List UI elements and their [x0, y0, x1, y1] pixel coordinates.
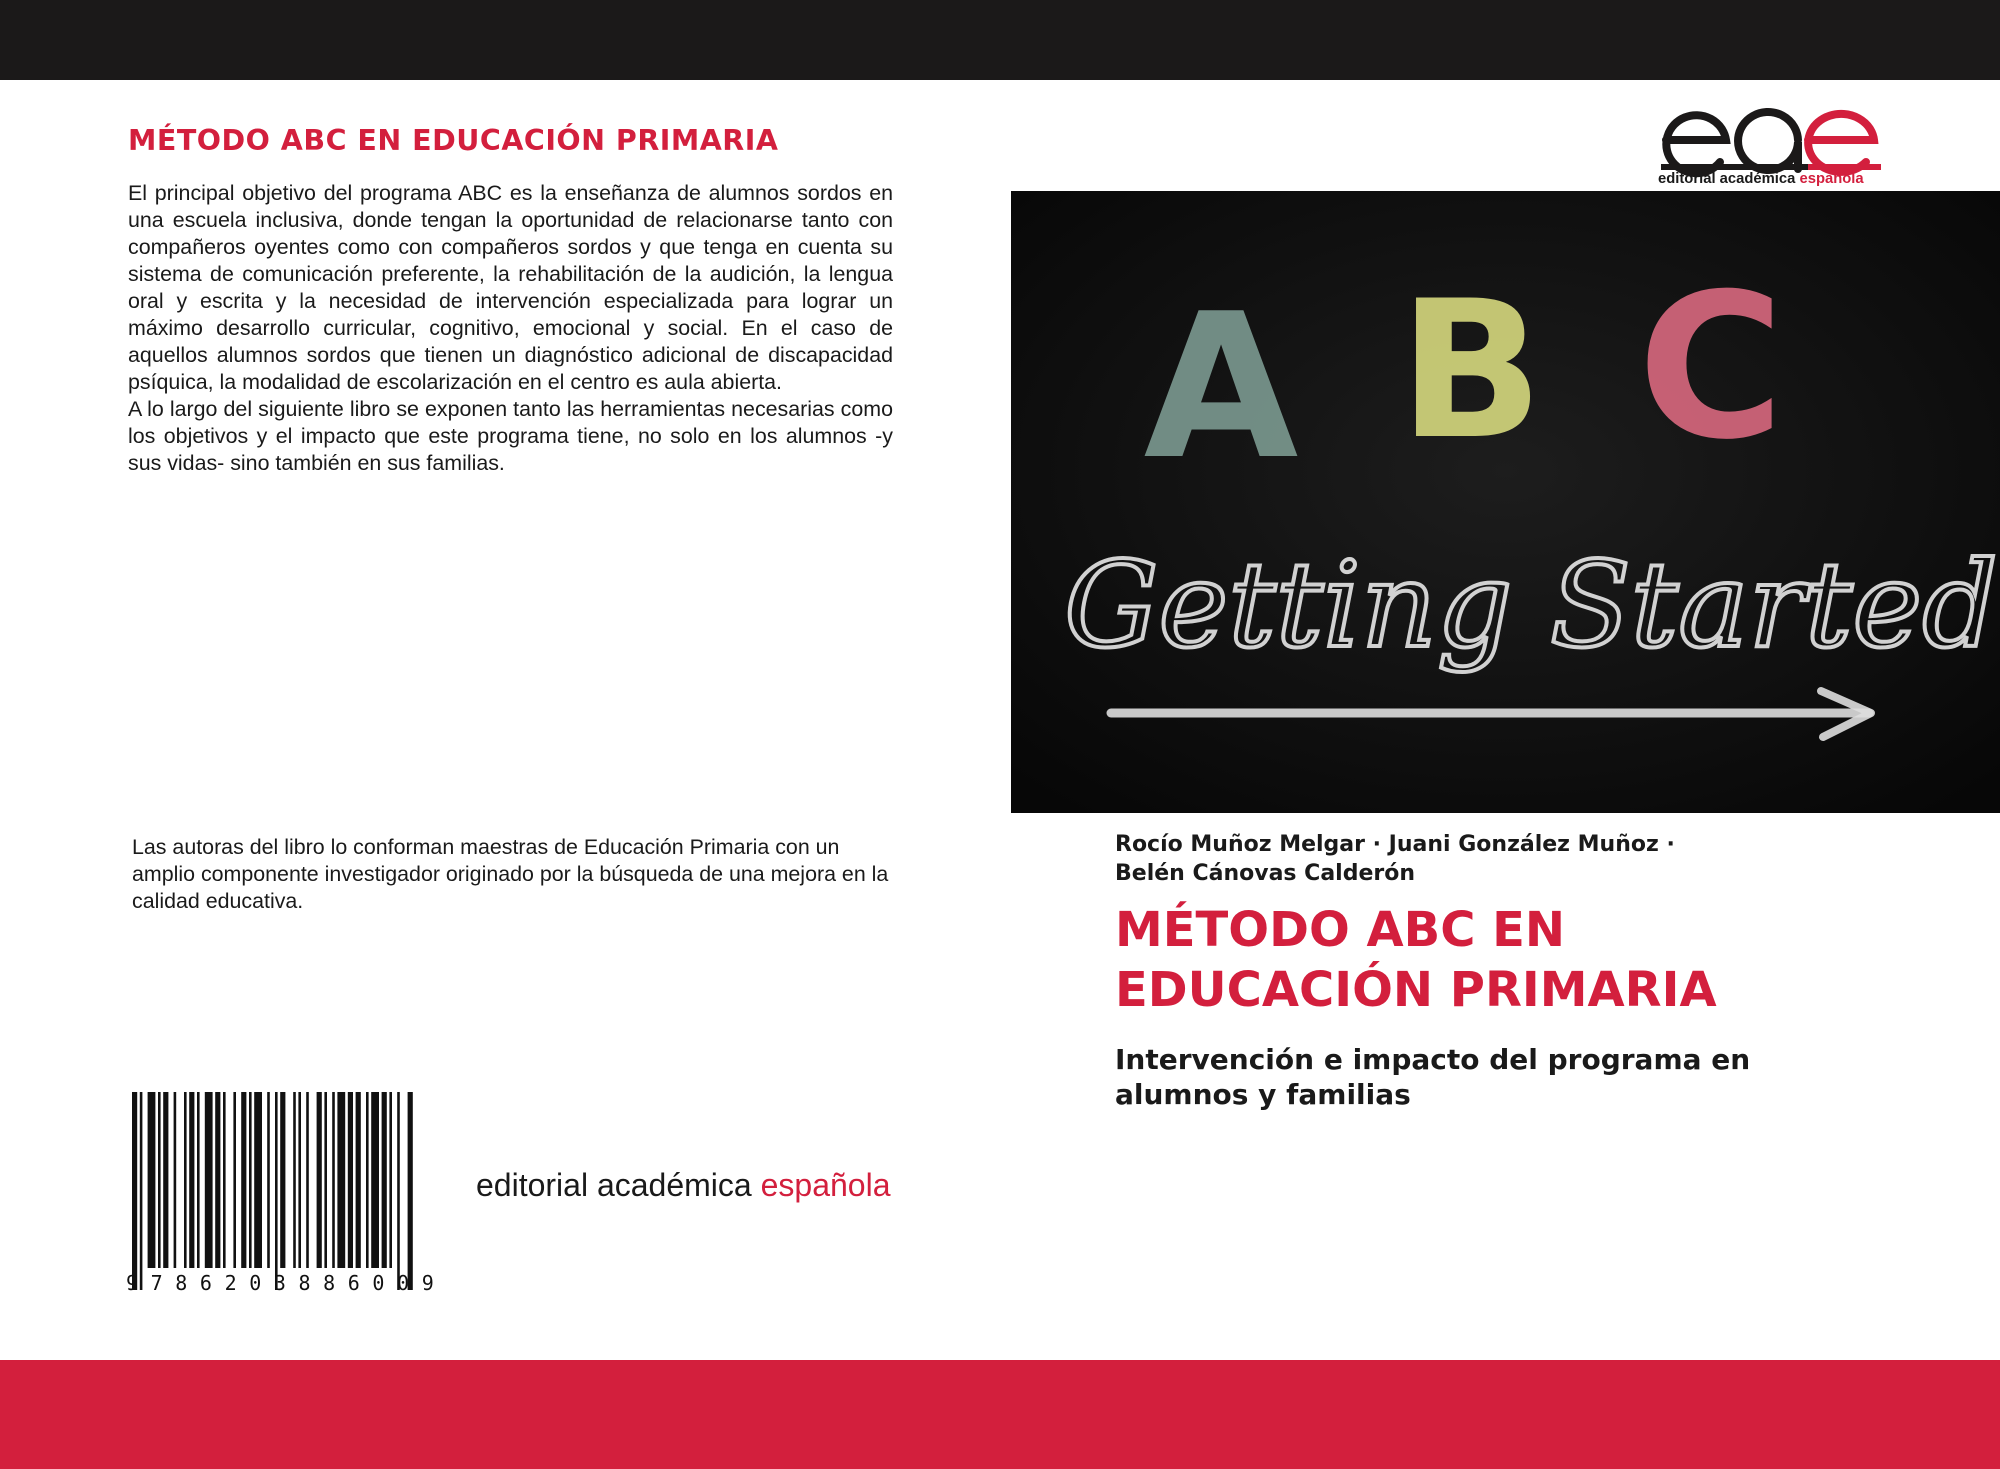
barcode-bar	[205, 1092, 213, 1268]
chalk-getting-started: Getting Started	[1064, 536, 1998, 674]
barcode-bar	[223, 1092, 226, 1268]
blurb-paragraph-1: El principal objetivo del programa ABC es la enseñanza de alumnos sordos en una escuela inclusiva, donde tengan la oportunidad de relacionarse tanto con compañeros oyentes como con compañeros sordos y que tenga en cuenta su sistema de comunicación preferente, la rehabilitación de la audición, la lengua oral y escrita y la necesidad de intervención especializada para lograr un máximo desarrollo curricular, cognitivo, emocional y social. En el caso de aquellos alumnos sordos que tienen un diagnóstico adicional de discapacidad psíquica, la modalidad de escolarización en el centro es aula abierta.	[128, 181, 893, 394]
cover-title-line-2: EDUCACIÓN PRIMARIA	[1115, 962, 1717, 1018]
logo-caption-part-2: española	[1799, 171, 1864, 187]
barcode-bar	[389, 1092, 392, 1268]
barcode-bar	[132, 1092, 137, 1290]
cover-chalkboard-image	[1011, 191, 2000, 813]
back-cover-title: MÉTODO ABC EN EDUCACIÓN PRIMARIA	[128, 124, 779, 157]
barcode-bar	[371, 1092, 379, 1268]
cover-subtitle	[1115, 1042, 1975, 1112]
barcode-bar	[332, 1092, 335, 1268]
barcode-bar	[148, 1092, 156, 1268]
barcode-bar	[275, 1092, 278, 1290]
barcode-bar	[163, 1092, 168, 1268]
barcode-bar	[140, 1092, 143, 1290]
barcode-bar	[306, 1092, 309, 1268]
publisher-name-part-1: editorial académica	[476, 1167, 752, 1203]
back-cover-blurb	[128, 180, 893, 477]
barcode-bar	[254, 1092, 262, 1268]
barcode-publisher-name	[476, 1167, 890, 1204]
barcode-bar	[241, 1092, 246, 1268]
barcode-bar	[280, 1092, 285, 1268]
top-band	[0, 0, 2000, 80]
barcode-bar	[267, 1092, 270, 1268]
barcode-bar	[298, 1092, 301, 1268]
chalk-letter-b: B	[1398, 260, 1544, 481]
chalk-letter-c: C	[1637, 251, 1785, 484]
isbn-number: 9786203886009	[126, 1271, 447, 1295]
cover-title	[1115, 900, 1975, 1020]
authors-line-1: Rocío Muñoz Melgar · Juani González Muñoz ·	[1115, 832, 1675, 857]
barcode-bar	[184, 1092, 187, 1268]
cover-title-line-1: MÉTODO ABC EN	[1115, 902, 1566, 958]
logo-caption	[1658, 171, 1864, 187]
barcode-bar	[189, 1092, 194, 1268]
cover-subtitle-line-2: alumnos y familias	[1115, 1078, 1411, 1111]
barcode-bar	[233, 1092, 236, 1268]
barcode-bar	[249, 1092, 252, 1268]
bottom-band	[0, 1360, 2000, 1469]
barcode-bar	[324, 1092, 327, 1268]
barcode-bar	[158, 1092, 161, 1268]
barcode-bar	[348, 1092, 353, 1268]
barcode-bar	[408, 1092, 413, 1290]
barcode	[126, 1092, 462, 1296]
barcode-bar	[293, 1092, 296, 1268]
barcode-bar	[366, 1092, 369, 1268]
authors-bio: Las autoras del libro lo conforman maestras de Educación Primaria con un amplio componente investigador originado por la búsqueda de una mejora en la calidad educativa.	[132, 835, 889, 913]
blurb-paragraph-2: A lo largo del siguiente libro se exponen tanto las herramientas necesarias como los objetivos y el impacto que este programa tiene, no solo en los alumnos -y sus vidas- sino también en sus familias.	[128, 397, 893, 475]
barcode-bar	[197, 1092, 200, 1268]
chalk-letter-a: A	[1143, 271, 1299, 504]
cover-authors	[1115, 830, 1975, 888]
barcode-bar	[397, 1092, 400, 1290]
publisher-name-part-2: española	[760, 1167, 891, 1203]
logo-caption-part-1: editorial académica	[1658, 171, 1796, 187]
barcode-bar	[382, 1092, 387, 1268]
barcode-bar	[174, 1092, 177, 1268]
barcode-bar	[337, 1092, 345, 1268]
barcode-bar	[356, 1092, 361, 1268]
barcode-bar	[317, 1092, 322, 1268]
authors-line-2: Belén Cánovas Calderón	[1115, 861, 1416, 886]
chalkboard-drawing	[1011, 191, 2000, 813]
barcode-bar	[215, 1092, 220, 1268]
cover-subtitle-line-1: Intervención e impacto del programa en	[1115, 1043, 1751, 1076]
